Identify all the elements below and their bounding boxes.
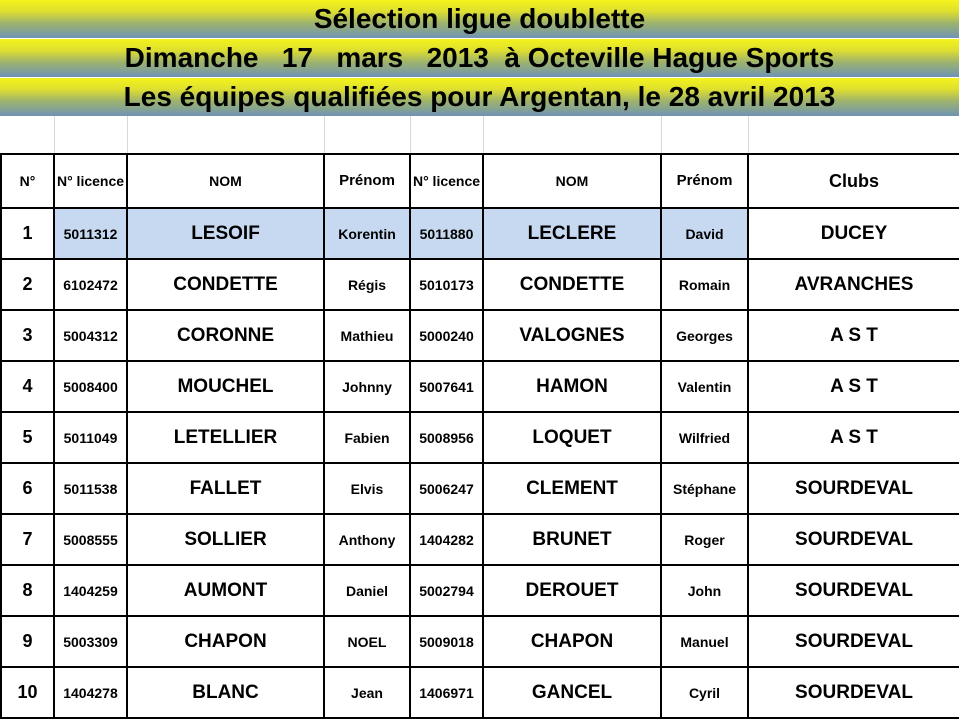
table-row — [1, 514, 959, 565]
cell-pre2: John — [661, 565, 748, 616]
cell-nom2: CHAPON — [483, 616, 661, 667]
cell-lic2: 5011880 — [410, 208, 483, 259]
cell-pre2: David — [661, 208, 748, 259]
table-row — [1, 463, 959, 514]
cell-nom2: CLEMENT — [483, 463, 661, 514]
cell-lic1: 5008555 — [54, 514, 127, 565]
cell-club: SOURDEVAL — [748, 616, 959, 667]
cell-pre2: Stéphane — [661, 463, 748, 514]
cell-nom1: AUMONT — [127, 565, 324, 616]
cell-club: SOURDEVAL — [748, 463, 959, 514]
table-row — [1, 565, 959, 616]
qualified-teams-table — [0, 116, 959, 719]
table-row — [1, 412, 959, 463]
blank-row — [1, 116, 959, 154]
cell-lic1: 5011312 — [54, 208, 127, 259]
cell-pre2: Romain — [661, 259, 748, 310]
cell-club: SOURDEVAL — [748, 514, 959, 565]
cell-lic1: 5011538 — [54, 463, 127, 514]
cell-pre2: Valentin — [661, 361, 748, 412]
cell-lic1: 1404259 — [54, 565, 127, 616]
cell-nom1: CHAPON — [127, 616, 324, 667]
table-row — [1, 310, 959, 361]
cell-nom1: SOLLIER — [127, 514, 324, 565]
cell-lic2: 1404282 — [410, 514, 483, 565]
header-num: N° — [1, 154, 54, 208]
cell-nom2: LOQUET — [483, 412, 661, 463]
header-row — [1, 154, 959, 208]
header-licence-1: N° licence — [54, 154, 127, 208]
header-nom-2: NOM — [483, 154, 661, 208]
cell-pre1: Johnny — [324, 361, 410, 412]
header-prenom-2: Prénom — [661, 154, 748, 208]
cell-nom1: LETELLIER — [127, 412, 324, 463]
cell-pre2: Roger — [661, 514, 748, 565]
cell-club: A S T — [748, 361, 959, 412]
cell-pre1: Fabien — [324, 412, 410, 463]
cell-lic2: 5007641 — [410, 361, 483, 412]
cell-nom1: FALLET — [127, 463, 324, 514]
header-clubs: Clubs — [748, 154, 959, 208]
cell-nom2: VALOGNES — [483, 310, 661, 361]
cell-pre2: Georges — [661, 310, 748, 361]
cell-num: 9 — [1, 616, 54, 667]
cell-nom1: MOUCHEL — [127, 361, 324, 412]
cell-lic1: 5011049 — [54, 412, 127, 463]
title-line-1: Sélection ligue doublette — [0, 0, 959, 39]
cell-num: 8 — [1, 565, 54, 616]
title-line-3: Les équipes qualifiées pour Argentan, le 28 avril 2013 — [0, 78, 959, 116]
cell-club: SOURDEVAL — [748, 565, 959, 616]
cell-nom2: GANCEL — [483, 667, 661, 718]
cell-club: AVRANCHES — [748, 259, 959, 310]
cell-num: 5 — [1, 412, 54, 463]
cell-pre1: Korentin — [324, 208, 410, 259]
cell-lic1: 6102472 — [54, 259, 127, 310]
cell-lic1: 5008400 — [54, 361, 127, 412]
cell-pre2: Cyril — [661, 667, 748, 718]
cell-nom2: BRUNET — [483, 514, 661, 565]
cell-nom2: DEROUET — [483, 565, 661, 616]
table-row — [1, 667, 959, 718]
cell-num: 7 — [1, 514, 54, 565]
cell-pre1: Anthony — [324, 514, 410, 565]
cell-pre1: Daniel — [324, 565, 410, 616]
cell-num: 3 — [1, 310, 54, 361]
cell-pre1: NOEL — [324, 616, 410, 667]
cell-nom2: HAMON — [483, 361, 661, 412]
cell-lic2: 5008956 — [410, 412, 483, 463]
cell-pre1: Régis — [324, 259, 410, 310]
cell-club: A S T — [748, 412, 959, 463]
cell-pre1: Jean — [324, 667, 410, 718]
cell-club: DUCEY — [748, 208, 959, 259]
cell-nom2: CONDETTE — [483, 259, 661, 310]
cell-lic1: 1404278 — [54, 667, 127, 718]
cell-lic2: 5002794 — [410, 565, 483, 616]
header-prenom-1: Prénom — [324, 154, 410, 208]
cell-lic2: 5009018 — [410, 616, 483, 667]
cell-num: 2 — [1, 259, 54, 310]
title-line-2: Dimanche 17 mars 2013 à Octeville Hague Sports — [0, 39, 959, 78]
cell-club: SOURDEVAL — [748, 667, 959, 718]
cell-pre1: Mathieu — [324, 310, 410, 361]
cell-lic1: 5003309 — [54, 616, 127, 667]
cell-pre2: Manuel — [661, 616, 748, 667]
cell-lic2: 5006247 — [410, 463, 483, 514]
cell-nom1: LESOIF — [127, 208, 324, 259]
cell-lic2: 5010173 — [410, 259, 483, 310]
cell-nom1: CORONNE — [127, 310, 324, 361]
cell-num: 10 — [1, 667, 54, 718]
cell-num: 4 — [1, 361, 54, 412]
cell-club: A S T — [748, 310, 959, 361]
cell-lic2: 5000240 — [410, 310, 483, 361]
cell-nom1: CONDETTE — [127, 259, 324, 310]
cell-lic1: 5004312 — [54, 310, 127, 361]
table-row — [1, 208, 959, 259]
cell-nom2: LECLERE — [483, 208, 661, 259]
cell-num: 6 — [1, 463, 54, 514]
cell-pre2: Wilfried — [661, 412, 748, 463]
cell-num: 1 — [1, 208, 54, 259]
cell-lic2: 1406971 — [410, 667, 483, 718]
table-row — [1, 361, 959, 412]
header-nom-1: NOM — [127, 154, 324, 208]
table-row — [1, 259, 959, 310]
cell-pre1: Elvis — [324, 463, 410, 514]
table-row — [1, 616, 959, 667]
header-licence-2: N° licence — [410, 154, 483, 208]
cell-nom1: BLANC — [127, 667, 324, 718]
